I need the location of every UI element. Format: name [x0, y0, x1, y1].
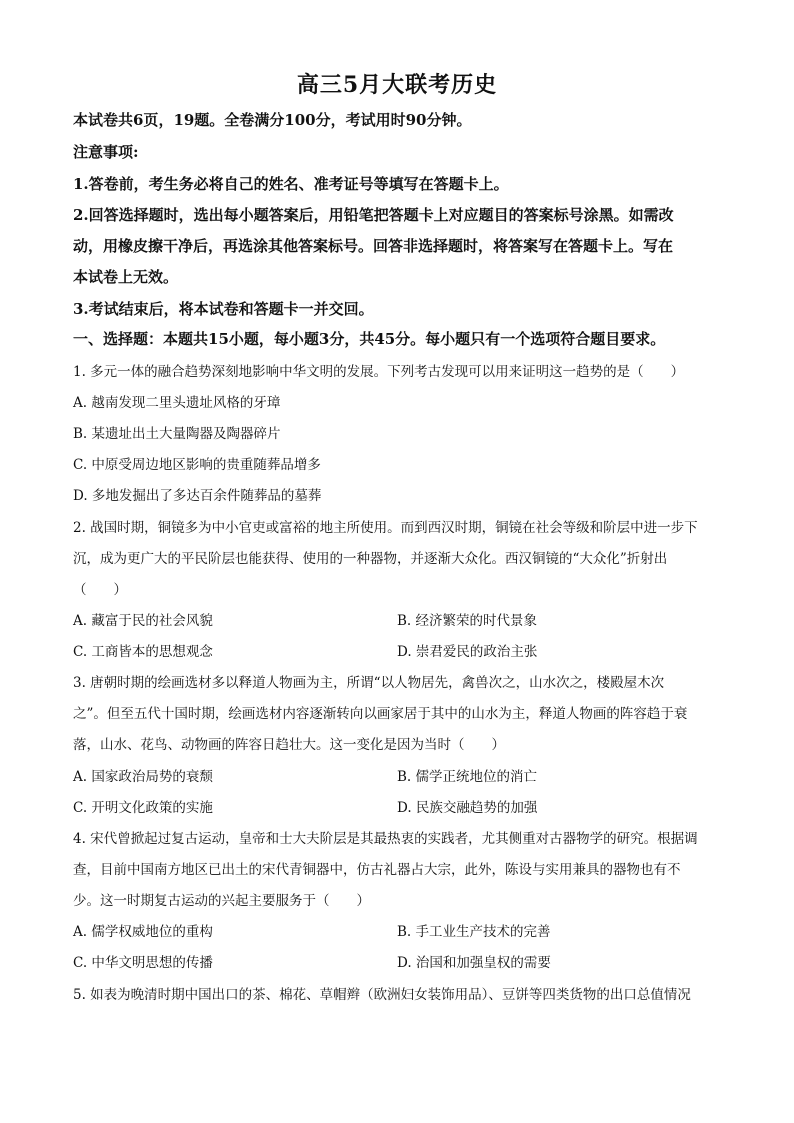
question-2-option-a: A. 藏富于民的社会风貌	[73, 613, 213, 629]
question-2-option-c: C. 工商皆本的思想观念	[73, 644, 213, 660]
question-1-text: 1. 多元一体的融合趋势深刻地影响中华文明的发展。下列考古发现可以用来证明这一趋势的是（ ）	[73, 364, 685, 380]
section-title: 一、选择题：本题共15小题，每小题3分，共45分。每小题只有一个选项符合题目要求。	[73, 330, 666, 348]
question-3-option-b: B. 儒学正统地位的消亡	[397, 769, 538, 785]
question-4-option-a: A. 儒学权威地位的重构	[73, 924, 213, 940]
exam-title: 高三5月大联考历史	[296, 72, 498, 98]
question-4-option-d: D. 治国和加强皇权的需要	[397, 955, 551, 971]
question-2-line-1: 2. 战国时期，铜镜多为中小官吏或富裕的地主所使用。而到西汉时期，铜镜在社会等级和阶层中进一步下	[73, 520, 698, 536]
question-1-option-b: B. 某遗址出土大量陶器及陶器碎片	[73, 426, 281, 442]
question-4-option-c: C. 中华文明思想的传播	[73, 955, 213, 971]
question-2-option-d: D. 崇君爱民的政治主张	[397, 644, 538, 660]
notice-line-4: 本试卷上无效。	[73, 268, 179, 286]
notice-line-3: 动，用橡皮擦干净后，再选涂其他答案标号。回答非选择题时，将答案写在答题卡上。写在	[73, 237, 674, 255]
question-3-option-c: C. 开明文化政策的实施	[73, 800, 213, 816]
notice-title: 注意事项:	[73, 143, 139, 161]
question-3-line-3: 落，山水、花鸟、动物画的阵容日趋壮大。这一变化是因为当时（ ）	[73, 737, 505, 753]
notice-line-5: 3.考试结束后，将本试卷和答题卡一并交回。	[73, 300, 374, 318]
question-4-option-b: B. 手工业生产技术的完善	[397, 924, 551, 940]
notice-line-2: 2.回答选择题时，选出每小题答案后，用铅笔把答题卡上对应题目的答案标号涂黑。如需改	[73, 206, 674, 224]
question-3-line-1: 3. 唐朝时期的绘画选材多以释道人物画为主，所谓“以人物居先，禽兽次之，山水次之，楼殿屋木次	[73, 675, 665, 691]
question-5-line-1: 5. 如表为晚清时期中国出口的茶、棉花、草帽辫（欧洲妇女装饰用品）、豆饼等四类货物的出口总值情况	[73, 987, 691, 1003]
question-1-option-c: C. 中原受周边地区影响的贵重随葬品增多	[73, 457, 321, 473]
question-4-line-2: 查，目前中国南方地区已出土的宋代青铜器中，仿古礼器占大宗，此外，陈设与实用兼具的器物也有不	[73, 862, 681, 878]
notice-line-1: 1.答卷前，考生务必将自己的姓名、准考证号等填写在答题卡上。	[73, 175, 509, 193]
question-2-line-2: 沉，成为更广大的平民阶层也能获得、使用的一种器物，并逐渐大众化。西汉铜镜的“大众化”折射出	[73, 551, 668, 567]
question-2-option-b: B. 经济繁荣的时代景象	[397, 613, 538, 629]
question-4-line-1: 4. 宋代曾掀起过复古运动，皇帝和士大夫阶层是其最热衷的实践者，尤其侧重对古器物学的研究。根据调	[73, 831, 698, 847]
question-3-option-a: A. 国家政治局势的衰颓	[73, 769, 213, 785]
question-1-option-d: D. 多地发掘出了多达百余件随葬品的墓葬	[73, 488, 322, 504]
question-2-line-3: （ ）	[73, 582, 127, 598]
question-3-option-d: D. 民族交融趋势的加强	[397, 800, 538, 816]
question-4-line-3: 少。这一时期复古运动的兴起主要服务于（ ）	[73, 893, 370, 909]
exam-intro: 本试卷共6页，19题。全卷满分100分，考试用时90分钟。	[73, 111, 472, 129]
question-1-option-a: A. 越南发现二里头遗址风格的牙璋	[73, 395, 281, 411]
question-3-line-2: 之”。但至五代十国时期，绘画选材内容逐渐转向以画家居于其中的山水为主，释道人物画的阵容趋于衰	[73, 706, 688, 722]
